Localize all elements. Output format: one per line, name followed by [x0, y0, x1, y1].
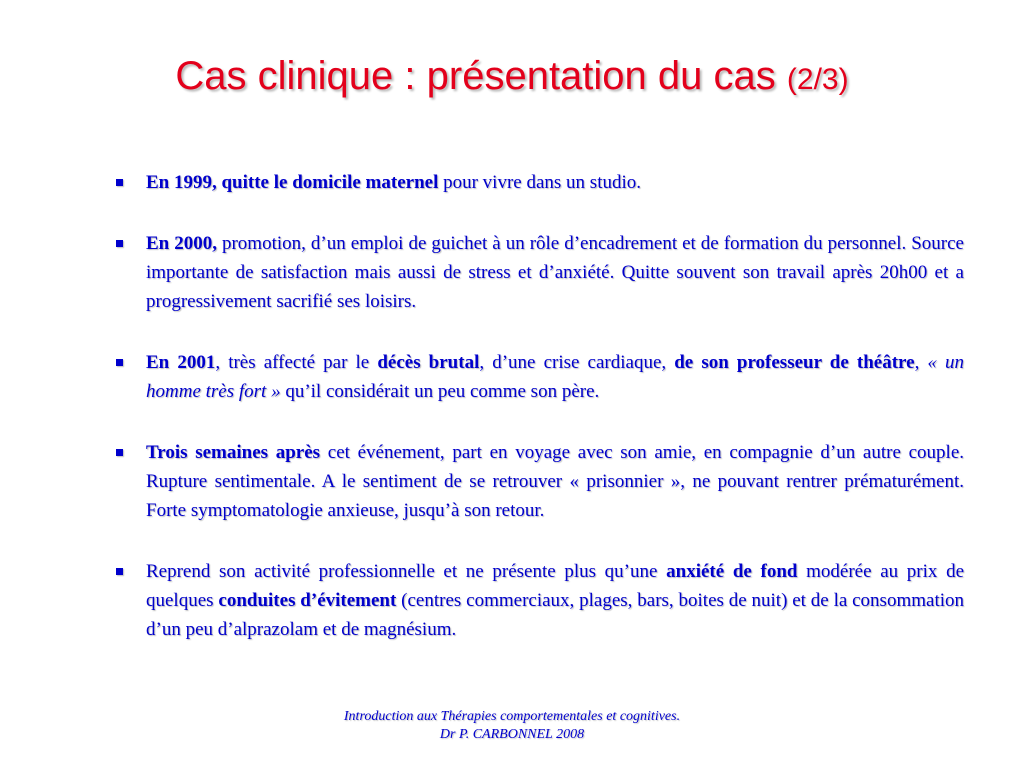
square-bullet-icon [116, 449, 123, 456]
slide-title-suffix: (2/3) [786, 63, 849, 96]
square-bullet-icon [116, 240, 123, 247]
bullet-item [112, 168, 964, 197]
bullet-text-segment: cet événement, part en voyage avec son amie, en compagnie d’un autre couple. Rupture sentimentale. A le sentiment de se retrouver « prisonnier », ne pouvant rentrer prématurément. Forte symptomatologie anxieuse, jusqu’à son retour. [146, 442, 964, 521]
bullet-text-segment: modérée au prix de quelques [146, 561, 965, 611]
square-bullet-icon [116, 568, 123, 575]
bullet-item [112, 229, 964, 316]
bullet-item [112, 348, 964, 406]
footer-line-2: Dr P. CARBONNEL 2008 [439, 727, 585, 742]
bullet-text-segment: promotion, d’un emploi de guichet à un rôle d’encadrement et de formation du personnel. Source importante de satisfaction mais aussi de stress et d’anxiété. Quitte souvent son travail après 20h00 et a progressivement sacrifié ses loisirs. [146, 233, 964, 312]
bullet-text-segment: décès brutal [377, 352, 480, 373]
bullet-text-segment: En 2000, [146, 233, 217, 254]
bullet-text-segment: En 2001 [146, 352, 216, 373]
bullet-text-segment: Trois semaines après [146, 442, 321, 463]
bullet-text-segment: de son professeur de théâtre [674, 352, 915, 373]
slide-title-text: Cas clinique : présentation du cas [175, 54, 776, 98]
bullet-list [112, 168, 964, 676]
slide-title [0, 52, 1024, 104]
slide-footer [0, 708, 1024, 744]
square-bullet-icon [116, 179, 123, 186]
bullet-text-segment: Reprend son activité professionnelle et ne présente plus qu’une [146, 561, 667, 582]
bullet-text-segment: anxiété de fond [666, 561, 798, 582]
bullet-text-segment: , d’une crise cardiaque, [479, 352, 675, 373]
square-bullet-icon [116, 359, 123, 366]
bullet-text-segment: , [914, 352, 928, 373]
bullet-item [112, 557, 964, 644]
bullet-text-segment: (centres commerciaux, plages, bars, boites de nuit) et de la consommation d’un peu d’alprazolam et de magnésium. [146, 590, 964, 640]
bullet-text-segment: pour vivre dans un studio. [438, 172, 642, 193]
bullet-text-segment: qu’il considérait un peu comme son père. [280, 381, 600, 402]
bullet-text-segment: « un homme très fort » [146, 352, 965, 402]
bullet-text-segment: En 1999, quitte le domicile maternel [146, 172, 439, 193]
bullet-text-segment: conduites d’évitement [218, 590, 397, 611]
bullet-text-segment: , très affecté par le [215, 352, 378, 373]
bullet-item [112, 438, 964, 525]
footer-line-1: Introduction aux Thérapies comportementales et cognitives. [343, 709, 681, 724]
